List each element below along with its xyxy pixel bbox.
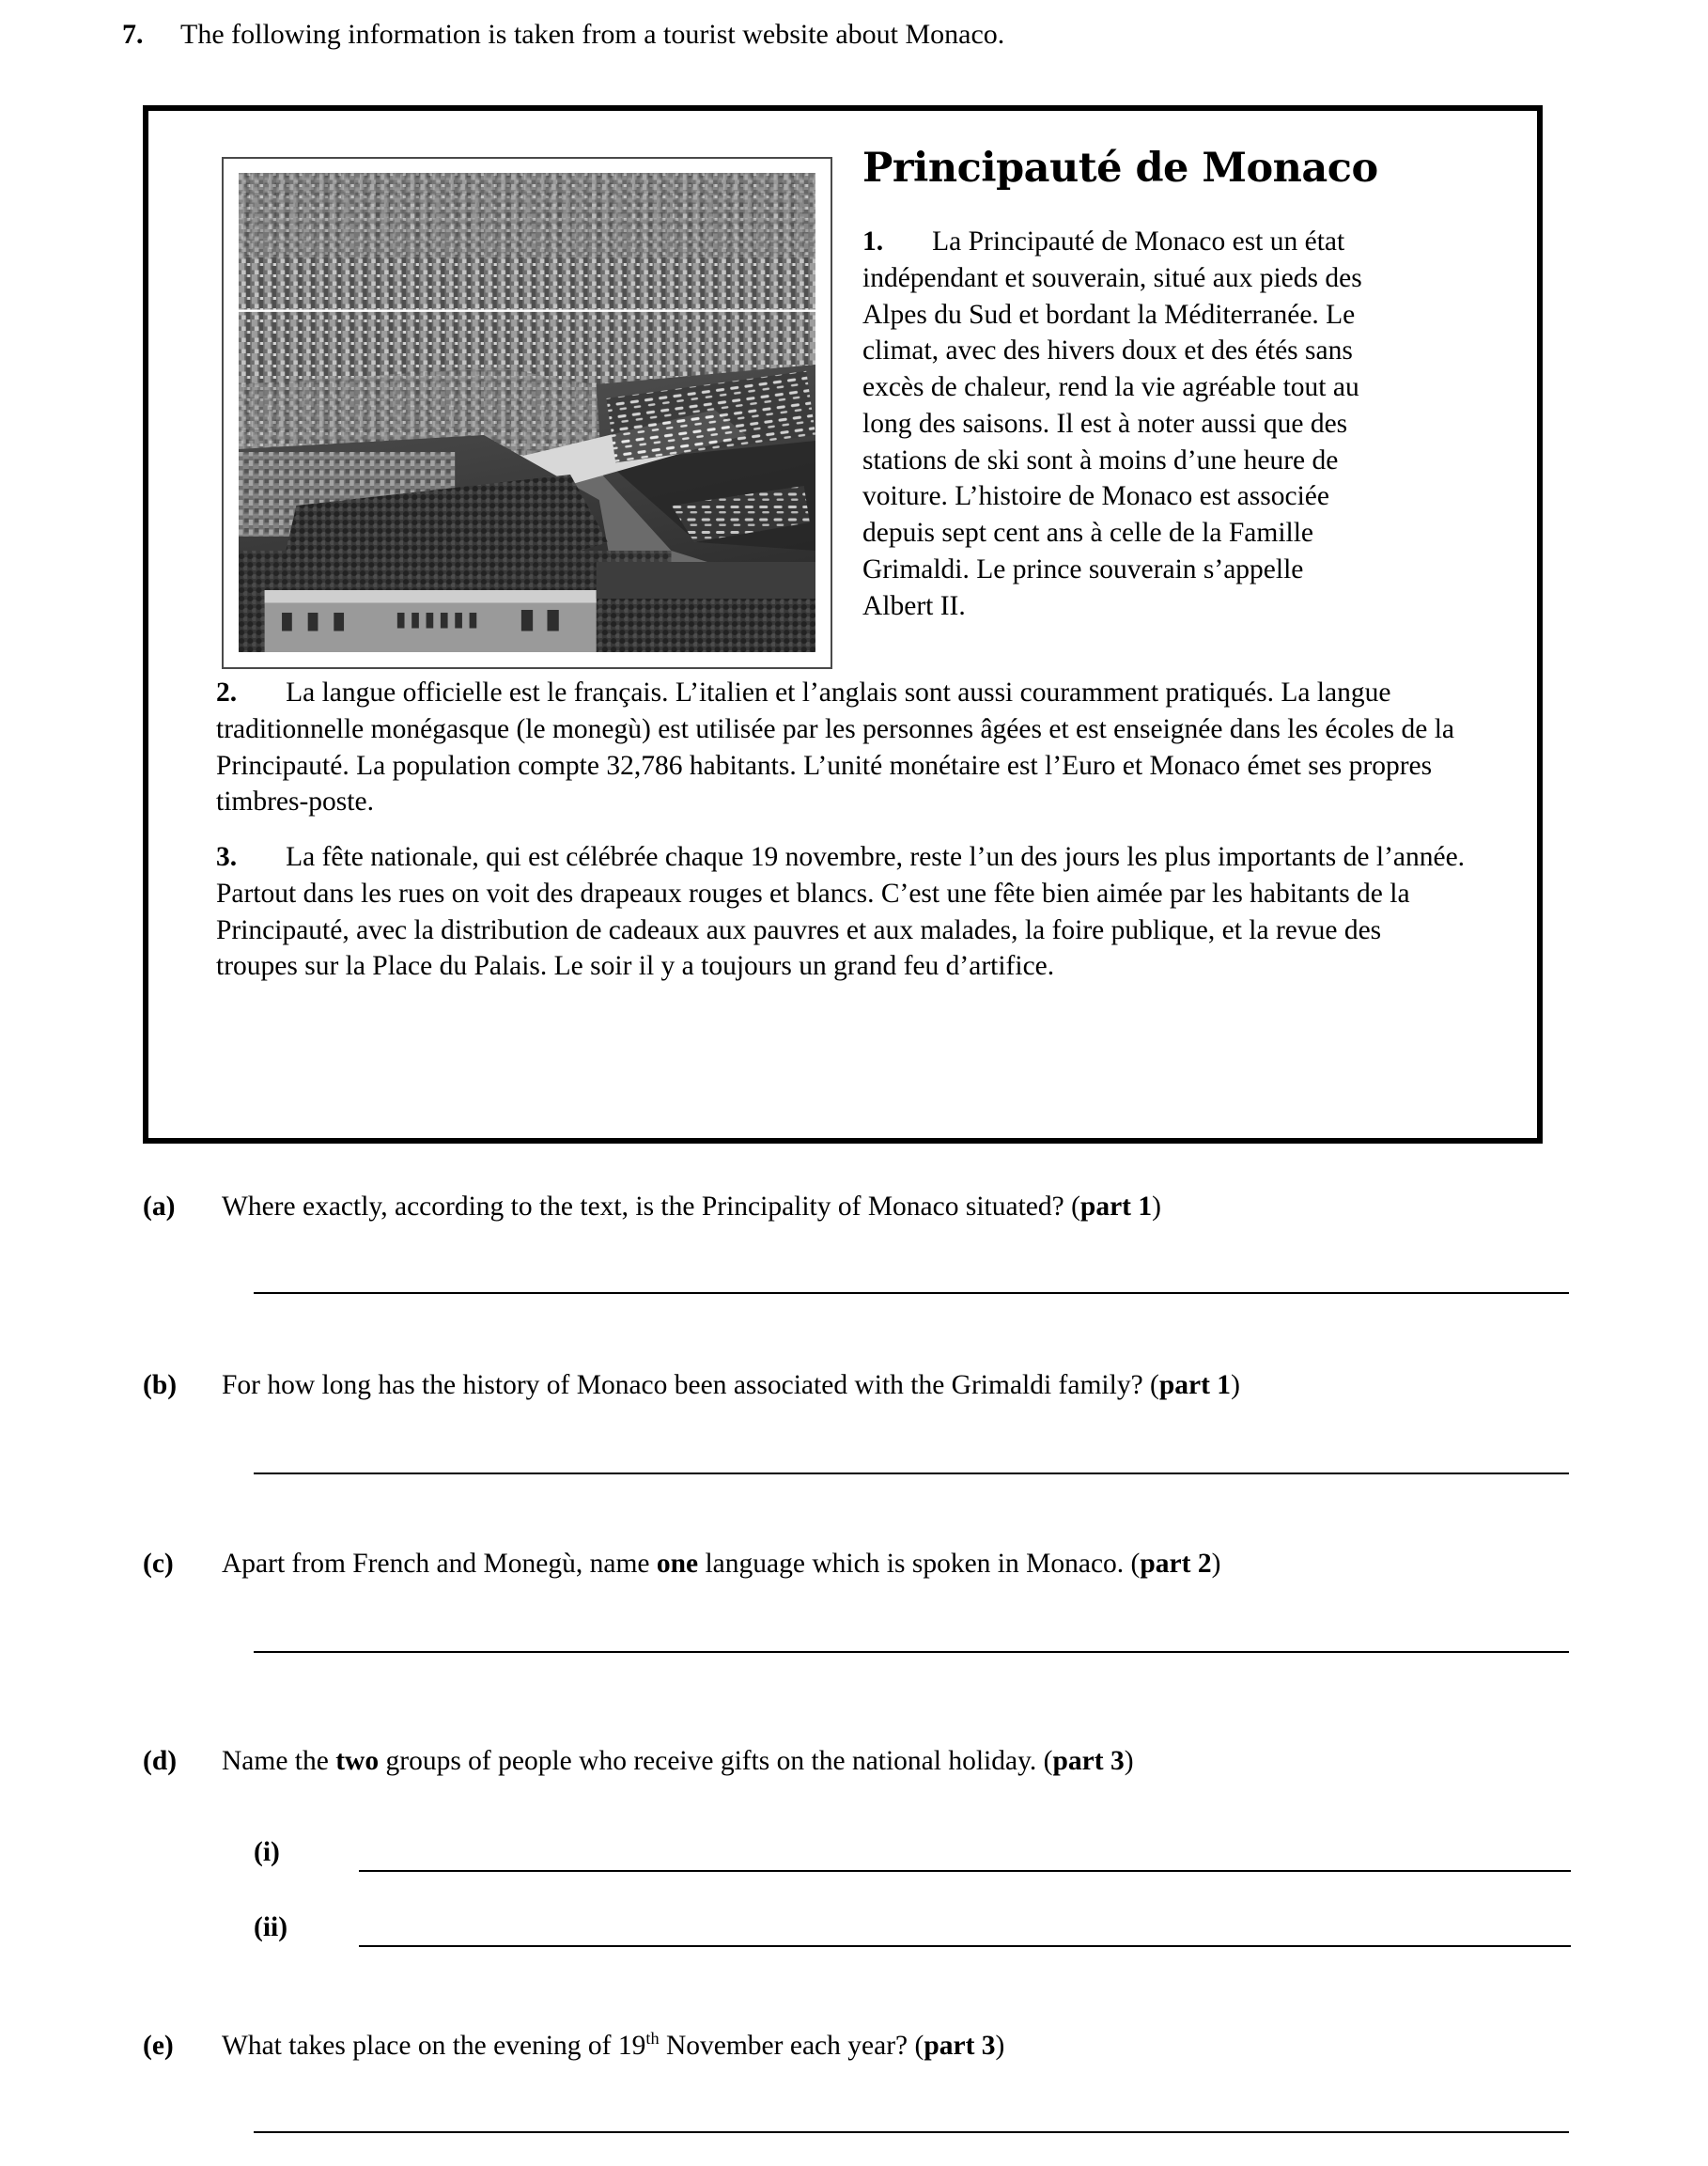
question-b-label: (b) [143,1370,178,1400]
paragraph-text-1: La Principauté de Monaco est un état indépendant et souverain, situé aux pieds des Alpes du Sud et bordant la Méditerranée. Le climat, avec des hivers doux et des étés sans excès de chaleur, rend la vie agréable tout au long des saisons. Il est à noter aussi que des stations de ski sont à moins d’une heure de voiture. L’histoire de Monaco est associée depuis sept cent ans à celle de la Famille Grimaldi. Le prince souverain s’appelle Albert II. [862,226,1362,621]
question-a-part: part 1 [1079,1192,1153,1222]
question-b-part: part 1 [1158,1370,1232,1400]
question-c-part: part 2 [1140,1549,1212,1579]
question-header [122,17,1588,53]
paragraph-number-2: 2. [216,678,238,708]
question-c-text-end: ) [1211,1549,1221,1579]
question-e [143,2028,1524,2064]
paragraph-text-3: La fête nationale, qui est célébrée chaque 19 novembre, reste l’un des jours les plus importants de l’année. Partout dans les rues on voit des drapeaux rouges et blancs. C’est une fête bien aimée par les habitants de la Principauté, avec la distribution de cadeaux aux pauvres et aux malades, la foire publique, et la revue des troupes sur la Place du Palais. Le soir il y a toujours un grand feu d’artifice. [216,842,1466,982]
question-b-text-main: For how long has the history of Monaco been associated with the Grimaldi family? ( [222,1370,1159,1400]
question-c-text [222,1546,1524,1582]
answer-line-a[interactable] [254,1292,1569,1294]
answer-line-e[interactable] [254,2131,1569,2133]
stimulus-paragraph-2 [216,675,1466,820]
question-c [143,1546,1524,1582]
answer-line-d-i[interactable] [359,1870,1571,1872]
stimulus-paragraph-3 [216,839,1466,985]
question-e-label: (e) [143,2031,174,2061]
question-d-text-mid: groups of people who receive gifts on the national holiday. ( [379,1746,1053,1776]
paragraph-text-2: La langue officielle est le français. L’italien et l’anglais sont aussi couramment pratiqués. La langue traditionnelle monégasque (le monegù) est utilisée par les personnes âgées et est enseignée dans les écoles de la Principauté. La population compte 32,786 habitants. L’unité monétaire est l’Euro et Monaco émet ses propres timbres-poste. [216,678,1455,818]
question-e-part: part 3 [924,2031,996,2061]
question-a-text-end: ) [1152,1192,1161,1222]
question-b-text [222,1367,1524,1403]
monaco-aerial-photo [239,173,815,652]
question-d-text-end: ) [1124,1746,1134,1776]
answer-line-d-ii[interactable] [359,1945,1571,1947]
question-c-emphasis: one [656,1549,699,1579]
subquestion-ii [254,1912,287,1943]
question-e-text-end: ) [995,2031,1005,2061]
question-d-label: (d) [143,1746,178,1776]
photo-frame [222,157,832,669]
subquestion-ii-label: (ii) [254,1912,288,1942]
paragraph-number-1: 1. [862,226,884,257]
stimulus-title: Principauté de Monaco [862,145,1378,192]
question-a-text [222,1189,1524,1224]
subquestion-i-label: (i) [254,1837,280,1867]
answer-line-c[interactable] [254,1651,1569,1653]
question-d [143,1743,1524,1779]
stimulus-inner [148,111,1537,1138]
question-number: 7. [122,19,144,50]
question-d-text [222,1743,1524,1779]
question-e-ordinal-suffix: th [645,2029,660,2049]
question-d-emphasis: two [335,1746,380,1776]
subquestion-i [254,1837,280,1868]
question-e-text-mid: November each year? ( [659,2031,924,2061]
question-e-text [222,2028,1524,2064]
question-header-text: The following information is taken from a tourist website about Monaco. [180,19,1005,50]
question-a-text-main: Where exactly, according to the text, is the Principality of Monaco situated? ( [222,1192,1080,1222]
question-c-label: (c) [143,1549,174,1579]
answer-line-b[interactable] [254,1473,1569,1474]
stimulus-paragraph-1 [862,224,1374,625]
question-d-part: part 3 [1052,1746,1125,1776]
question-a [143,1189,1524,1224]
question-c-text-main: Apart from French and Monegù, name [222,1549,657,1579]
question-b [143,1367,1524,1403]
question-a-label: (a) [143,1192,176,1222]
paragraph-number-3: 3. [216,842,238,872]
question-d-text-main: Name the [222,1746,336,1776]
question-c-text-mid: language which is spoken in Monaco. ( [698,1549,1141,1579]
question-e-text-main: What takes place on the evening of 19 [222,2031,646,2061]
stimulus-box [143,105,1543,1144]
question-b-text-end: ) [1231,1370,1240,1400]
